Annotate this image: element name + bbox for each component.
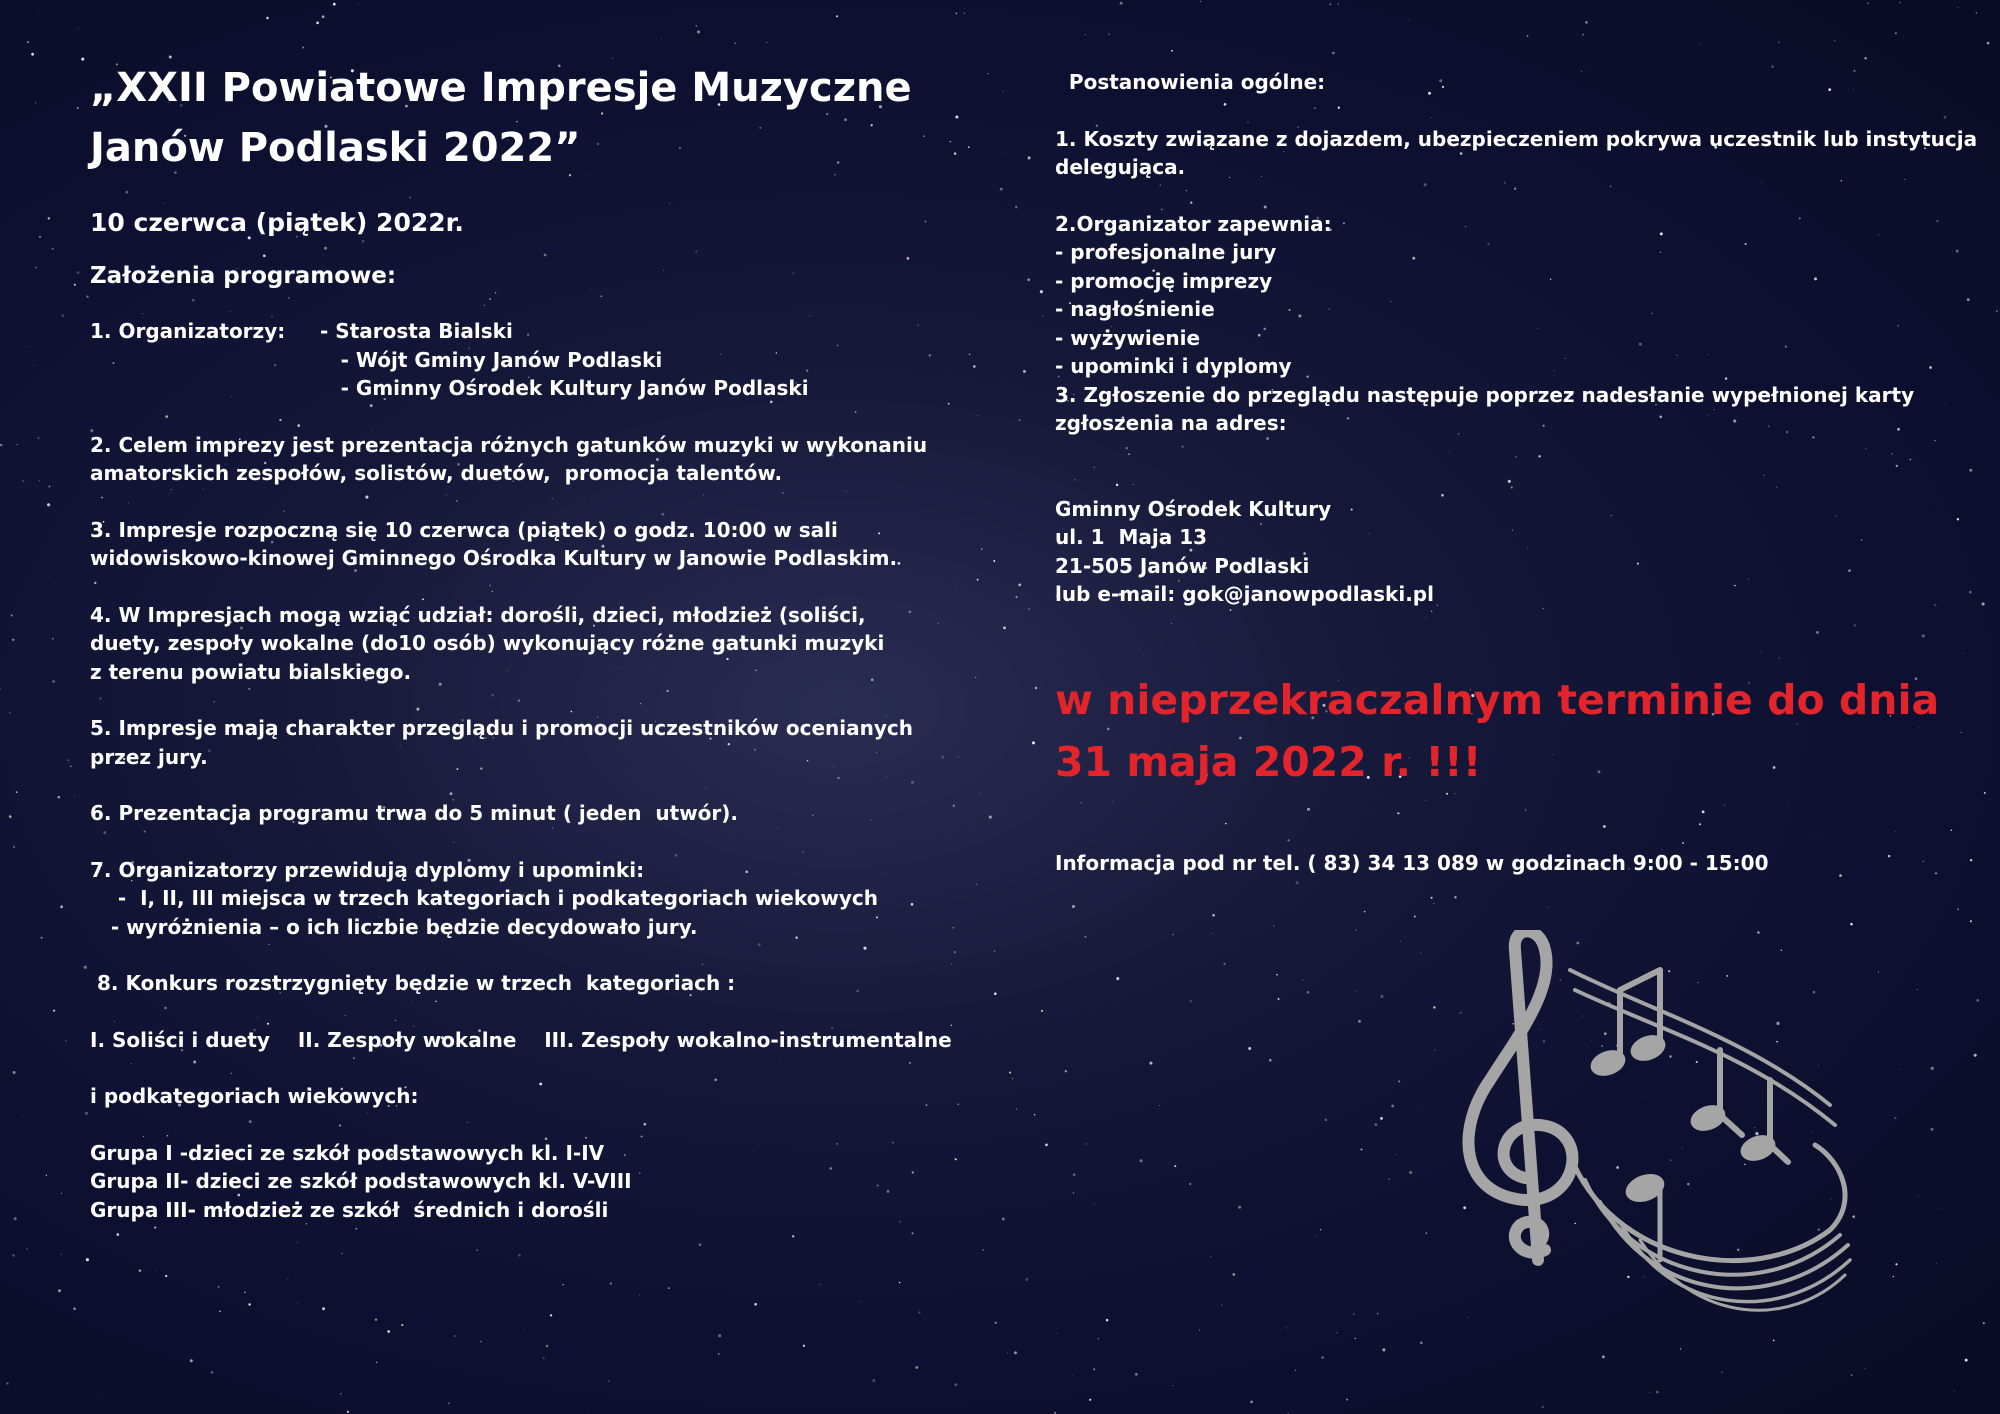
right-column (1055, 68, 1978, 875)
item-contest: 8. Konkurs rozstrzygnięty będzie w trzech kategoriach : (90, 971, 736, 995)
age-groups: Grupa I -dzieci ze szkół podstawowych kl. I-IV Grupa II- dzieci ze szkół podstawowych kl. V-VIII Grupa III- młodzież ze szkół średnich i dorośli (90, 1140, 632, 1222)
phone-info: Informacja pod nr tel. ( 83) 34 13 089 w godzinach 9:00 - 15:00 (1055, 850, 1769, 875)
title-line-1: „XXII Powiatowe Impresje Muzyczne (90, 65, 912, 111)
contact-address: Gminny Ośrodek Kultury ul. 1 Maja 13 21-505 Janów Podlaski lub e-mail: gok@janowpodlaski.pl (1055, 496, 1434, 606)
event-date: 10 czerwca (piątek) 2022r. (90, 208, 464, 237)
provision-costs: 1. Koszty związane z dojazdem, ubezpieczeniem pokrywa uczestnik lub instytucja delegująca. (1055, 126, 1978, 179)
item-awards: 7. Organizatorzy przewidują dyplomy i upominki: - I, II, III miejsca w trzech kategoriach i podkategoriach wiekowych - wyróżnienia – o ich liczbie będzie decydowało jury. (90, 857, 878, 939)
subcategories-heading: i podkategoriach wiekowych: (90, 1084, 419, 1108)
general-provisions-heading: Postanowienia ogólne: (1055, 70, 1326, 94)
event-title (90, 58, 990, 178)
categories-line: I. Soliści i duety II. Zespoły wokalne III. Zespoły wokalno-instrumentalne (90, 1027, 952, 1052)
item-participants: 4. W Impresjach mogą wziąć udział: dorośli, dzieci, młodzież (soliści, duety, zespoły wokalne (do10 osób) wykonujący różne gatunki muzyki z terenu powiatu bialskiego. (90, 602, 885, 684)
treble-clef-notes-icon (1420, 930, 1870, 1320)
deadline-notice: w nieprzekraczalnym terminie do dnia 31 maja 2022 r. !!! (1055, 675, 1940, 786)
item-character: 5. Impresje mają charakter przeglądu i promocji uczestników ocenianych przez jury. (90, 716, 913, 769)
left-column (90, 58, 990, 1224)
provision-organizer: 2.Organizator zapewnia: - profesjonalne jury - promocję imprezy - nagłośnienie - wyżywienie - upominki i dyplomy 3. Zgłoszenie do przeglądu następuje poprzez nadesłanie wypełnionej karty zgłoszenia na adres: (1055, 211, 1915, 435)
item-purpose: 2. Celem imprezy jest prezentacja różnych gatunków muzyki w wykonaniu amatorskich zespołów, solistów, duetów, promocja talentów. (90, 432, 928, 485)
title-line-2: Janów Podlaski 2022” (90, 125, 581, 171)
item-start: 3. Impresje rozpoczną się 10 czerwca (piątek) o godz. 10:00 w sali widowiskowo-kinowej Gminnego Ośrodka Kultury w Janowie Podlaskim. (90, 517, 898, 570)
program-heading: Założenia programowe: (90, 263, 397, 289)
item-duration: 6. Prezentacja programu trwa do 5 minut ( jeden utwór). (90, 801, 739, 825)
item-organizers: 1. Organizatorzy: - Starosta Bialski - Wójt Gminy Janów Podlaski - Gminny Ośrodek Kultury Janów Podlaski (90, 319, 809, 400)
